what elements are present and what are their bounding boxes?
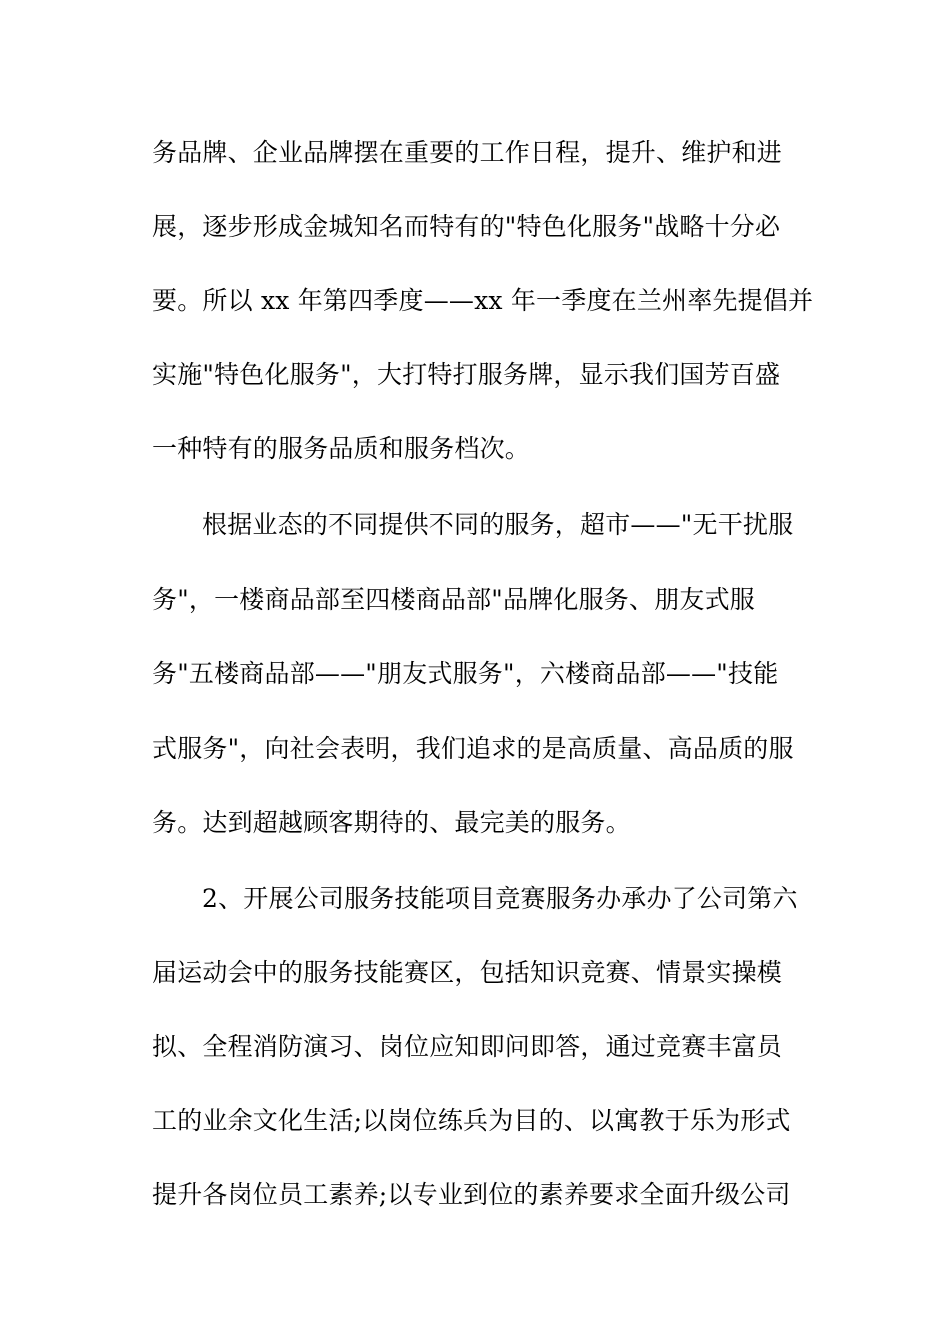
text-line: 届运动会中的服务技能赛区，包括知识竞赛、情景实操模 — [152, 958, 783, 987]
text-line: 工的业余文化生活;以岗位练兵为目的、以寓教于乐为形式 — [152, 1106, 791, 1135]
text-line: 实施"特色化服务"，大打特打服务牌，显示我们国芳百盛 — [152, 360, 781, 389]
text-line: 拟、全程消防演习、岗位应知即问即答，通过竞赛丰富员 — [152, 1032, 783, 1061]
text-line: 2、开展公司服务技能项目竞赛服务办承办了公司第六 — [202, 884, 798, 913]
text-line: 提升各岗位员工素养;以专业到位的素养要求全面升级公司 — [152, 1180, 791, 1209]
text-line: 一种特有的服务品质和服务档次。 — [152, 434, 531, 463]
text-line: 务"五楼商品部——"朋友式服务"，六楼商品部——"技能 — [152, 659, 779, 688]
text-line: 务品牌、企业品牌摆在重要的工作日程，提升、维护和进 — [152, 138, 783, 167]
text-line: 式服务"，向社会表明，我们追求的是高质量、高品质的服 — [152, 734, 794, 763]
text-line: 要。所以 xx 年第四季度——xx 年一季度在兰州率先提倡并 — [152, 286, 814, 315]
text-line: 务"，一楼商品部至四楼商品部"品牌化服务、朋友式服 — [152, 585, 756, 614]
text-line: 展，逐步形成金城知名而特有的"特色化服务"战略十分必 — [152, 212, 781, 241]
text-line: 根据业态的不同提供不同的服务，超市——"无干扰服 — [202, 510, 794, 539]
text-line: 务。达到超越顾客期待的、最完美的服务。 — [152, 808, 631, 837]
